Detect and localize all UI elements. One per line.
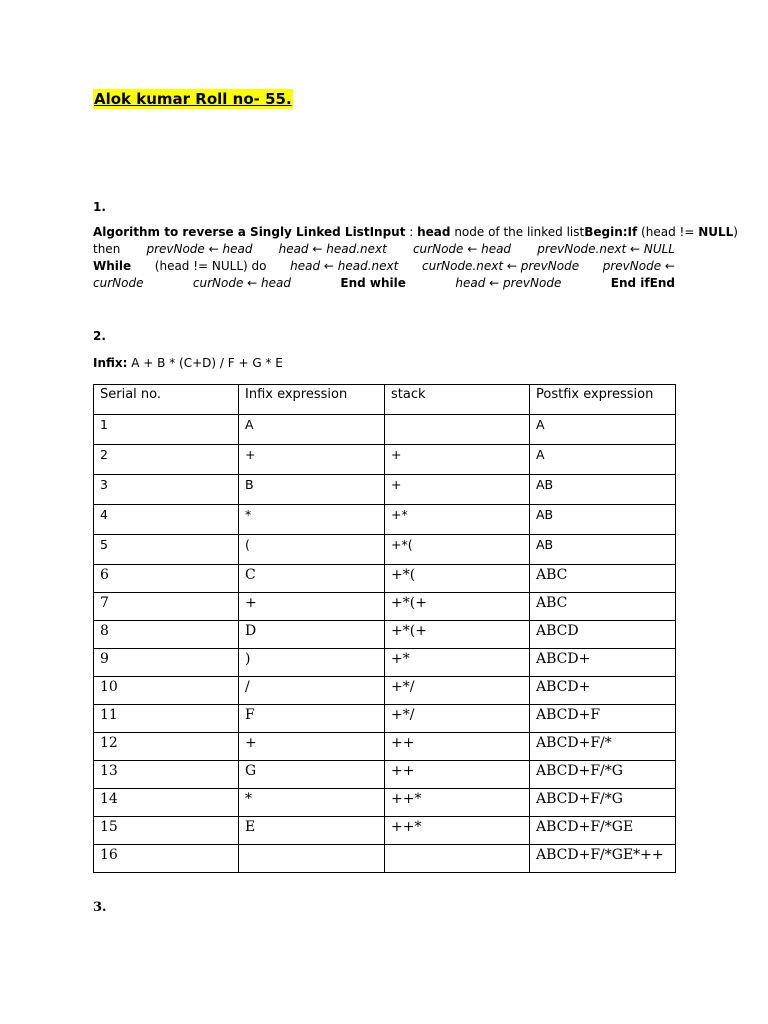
cell-infix	[239, 845, 385, 873]
algorithm-token: If	[627, 225, 638, 239]
algorithm-token: Algorithm to reverse a Singly Linked List	[93, 225, 370, 239]
cell-postfix: ABCD+F/*	[530, 733, 676, 761]
table-row	[94, 845, 676, 873]
conversion-table	[93, 384, 676, 873]
algorithm-token: )	[733, 225, 738, 239]
cell-serial: 12	[94, 733, 239, 761]
table-row	[94, 505, 676, 535]
cell-serial: 9	[94, 649, 239, 677]
algorithm-token: curNode	[93, 276, 144, 290]
algorithm-token: curNode ← head	[412, 242, 512, 256]
table-row	[94, 733, 676, 761]
section-2-number: 2.	[93, 329, 106, 343]
cell-infix: *	[239, 505, 385, 535]
algorithm-token: Begin:	[584, 225, 628, 239]
cell-stack: +	[385, 475, 530, 505]
cell-stack: +*(	[385, 565, 530, 593]
table-row	[94, 761, 676, 789]
header-infix: Infix expression	[239, 385, 385, 415]
cell-postfix: ABCD	[530, 621, 676, 649]
cell-postfix: ABCD+F/*GE	[530, 817, 676, 845]
cell-serial: 10	[94, 677, 239, 705]
cell-stack: +*	[385, 505, 530, 535]
cell-infix: C	[239, 565, 385, 593]
algorithm-token: then	[93, 242, 121, 256]
cell-stack: +*(+	[385, 593, 530, 621]
cell-serial: 1	[94, 415, 239, 445]
cell-infix: G	[239, 761, 385, 789]
algorithm-token: head ← head.next	[278, 242, 387, 256]
algorithm-token: Input	[369, 225, 406, 239]
cell-stack	[385, 415, 530, 445]
table-row	[94, 817, 676, 845]
cell-stack: +*	[385, 649, 530, 677]
cell-infix: *	[239, 789, 385, 817]
algorithm-token: NULL	[698, 225, 734, 239]
algorithm-line	[93, 224, 738, 241]
table-row	[94, 445, 676, 475]
cell-postfix: ABCD+	[530, 649, 676, 677]
algorithm-line	[93, 258, 675, 275]
cell-stack: +*/	[385, 705, 530, 733]
cell-infix: +	[239, 733, 385, 761]
cell-infix: /	[239, 677, 385, 705]
algorithm-token: :	[405, 225, 418, 239]
cell-serial: 14	[94, 789, 239, 817]
algorithm-token: curNode ← head	[192, 276, 291, 290]
cell-infix: D	[239, 621, 385, 649]
algorithm-token: head	[417, 225, 451, 239]
cell-infix: A	[239, 415, 385, 445]
cell-serial: 16	[94, 845, 239, 873]
cell-serial: 11	[94, 705, 239, 733]
algorithm-token: While	[93, 259, 132, 273]
cell-infix: F	[239, 705, 385, 733]
algorithm-phrase	[628, 224, 738, 241]
cell-postfix: AB	[530, 535, 676, 565]
cell-postfix: AB	[530, 505, 676, 535]
cell-postfix: A	[530, 445, 676, 475]
cell-serial: 15	[94, 817, 239, 845]
table-row	[94, 565, 676, 593]
cell-infix: B	[239, 475, 385, 505]
infix-label: Infix:	[93, 356, 128, 370]
table-row	[94, 593, 676, 621]
header-postfix: Postfix expression	[530, 385, 676, 415]
algorithm-phrase	[93, 224, 628, 241]
infix-expression: A + B * (C+D) / F + G * E	[127, 356, 283, 370]
header-serial: Serial no.	[94, 385, 239, 415]
algorithm-token: End ifEnd	[610, 276, 675, 290]
algorithm-token: prevNode ←	[602, 259, 675, 273]
algorithm-token: head ← prevNode	[455, 276, 562, 290]
algorithm-token: End while	[340, 276, 406, 290]
algorithm-token: head ← head.next	[290, 259, 399, 273]
infix-line	[93, 356, 283, 370]
table-row	[94, 535, 676, 565]
cell-infix: +	[239, 445, 385, 475]
cell-infix: +	[239, 593, 385, 621]
cell-stack: ++*	[385, 817, 530, 845]
cell-serial: 7	[94, 593, 239, 621]
cell-serial: 3	[94, 475, 239, 505]
section-3-number: 3.	[93, 900, 107, 915]
algorithm-token: node of the linked list	[450, 225, 585, 239]
algorithm-token: (head !=	[637, 225, 699, 239]
cell-stack: +	[385, 445, 530, 475]
cell-postfix: ABCD+F/*G	[530, 789, 676, 817]
cell-stack: ++*	[385, 789, 530, 817]
table-row	[94, 789, 676, 817]
cell-stack: +*/	[385, 677, 530, 705]
algorithm-token: (head != NULL) do	[154, 259, 267, 273]
cell-stack: +*(+	[385, 621, 530, 649]
algorithm-token: prevNode ← head	[146, 242, 253, 256]
cell-postfix: ABC	[530, 593, 676, 621]
cell-postfix: ABCD+	[530, 677, 676, 705]
table-row	[94, 649, 676, 677]
cell-postfix: A	[530, 415, 676, 445]
cell-infix: E	[239, 817, 385, 845]
cell-serial: 6	[94, 565, 239, 593]
table-row	[94, 475, 676, 505]
algorithm-line	[93, 241, 675, 258]
page-title: Alok kumar Roll no- 55.	[94, 90, 292, 108]
cell-serial: 5	[94, 535, 239, 565]
table-row	[94, 621, 676, 649]
cell-postfix: ABCD+F/*G	[530, 761, 676, 789]
cell-stack: ++	[385, 761, 530, 789]
cell-infix: )	[239, 649, 385, 677]
cell-stack	[385, 845, 530, 873]
table-row	[94, 415, 676, 445]
cell-stack: ++	[385, 733, 530, 761]
algorithm-text	[93, 224, 738, 292]
table-row	[94, 705, 676, 733]
cell-infix: (	[239, 535, 385, 565]
table-header-row	[94, 385, 676, 415]
algorithm-line	[93, 275, 675, 292]
cell-serial: 13	[94, 761, 239, 789]
cell-postfix: ABCD+F/*GE*++	[530, 845, 676, 873]
cell-stack: +*(	[385, 535, 530, 565]
table-row	[94, 677, 676, 705]
header-stack: stack	[385, 385, 530, 415]
cell-postfix: AB	[530, 475, 676, 505]
algorithm-token: curNode.next ← prevNode	[421, 259, 580, 273]
algorithm-token: prevNode.next ← NULL	[537, 242, 675, 256]
cell-serial: 8	[94, 621, 239, 649]
cell-postfix: ABCD+F	[530, 705, 676, 733]
cell-serial: 2	[94, 445, 239, 475]
table-body	[94, 415, 676, 873]
cell-serial: 4	[94, 505, 239, 535]
section-1-number: 1.	[93, 200, 106, 214]
cell-postfix: ABC	[530, 565, 676, 593]
